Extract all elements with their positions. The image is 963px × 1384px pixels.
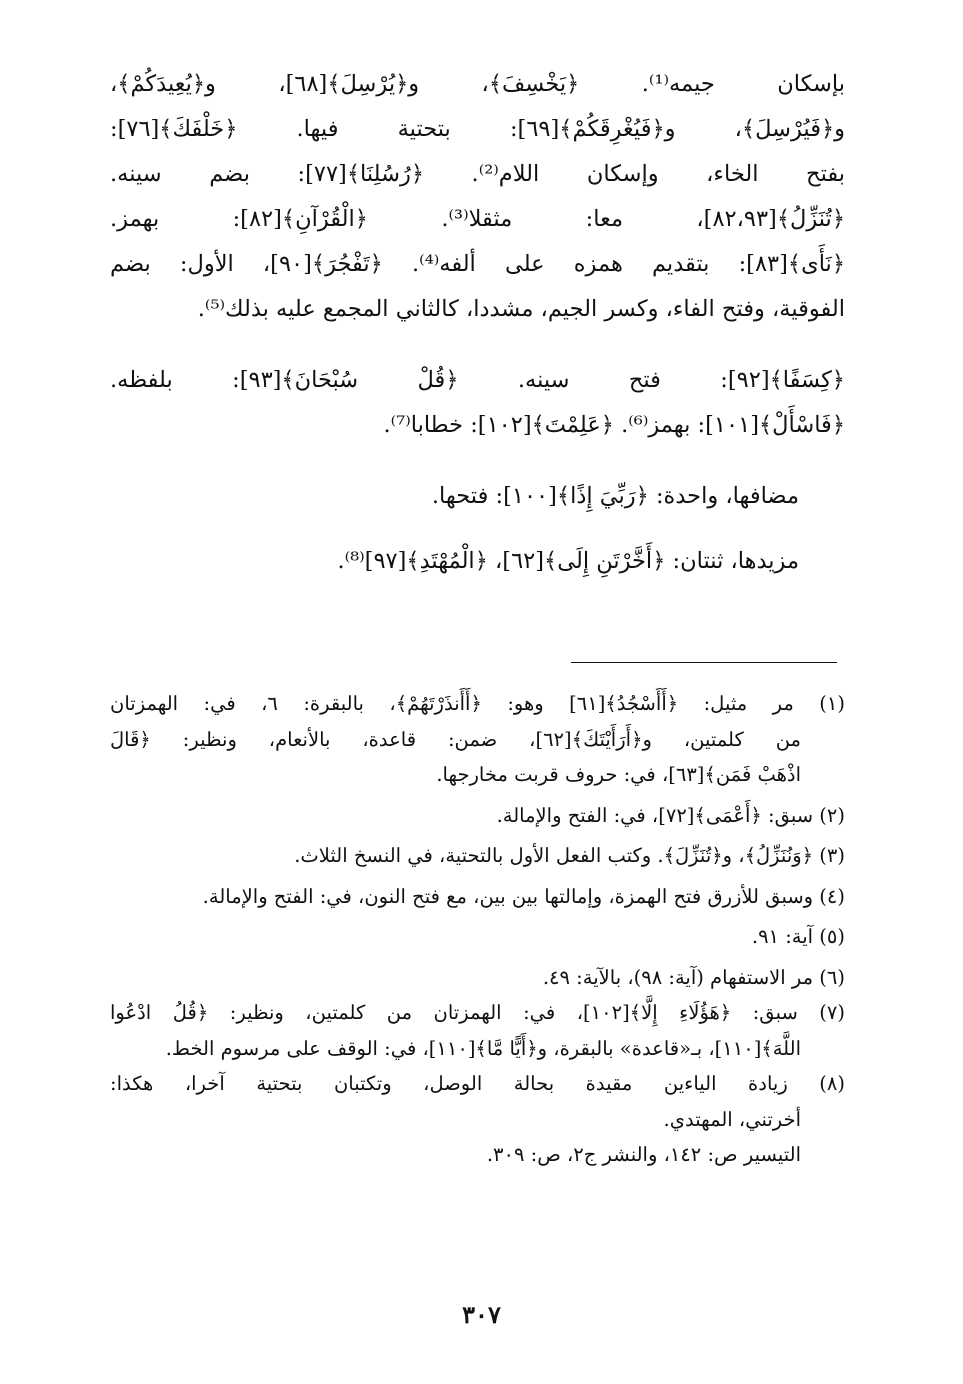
footnote-line: (٧) سبق: ﴿هَؤُلَاءِ إِلَّا﴾[١٠٢]، في: الهمزتان من كلمتين، ونظير: ﴿قُلُ ادْعُوا <box>110 1001 845 1024</box>
footnote-line: اللَّهَ﴾[١١٠]، بـ«قاعدة» بالبقرة، و﴿أَيًّا مَّا﴾[١١٠]، في: الوقف على مرسوم الخط. <box>165 1036 801 1060</box>
footnote-line: أخرتني، المهتدي. <box>663 1107 801 1131</box>
text-line: بفتح الخاء، وإسكان اللام⁽²⁾. ﴿رُسُلِنَا﴾[٧٧]: بضم سينه. <box>110 161 845 187</box>
footnotes <box>110 686 845 1173</box>
main-text <box>110 62 845 584</box>
text-line: مضافها، واحدة: ﴿رَبِّيَ إِذًا﴾[١٠٠]: فتحها. <box>431 483 799 509</box>
footnote-line: (٦) مر الاستفهام (آية: ٩٨)، بالآية: ٤٩. <box>542 965 845 989</box>
text-line: و﴿فَيُرْسِلَ﴾، و﴿فَيُغْرِقَكُمْ﴾[٦٩]: بتحتية فيها. ﴿خَلْفَكَ﴾[٧٦]: <box>110 116 845 142</box>
text-line: بإسكان جيمه⁽¹⁾. ﴿يَخْسِفَ﴾، و﴿يُرْسِلَ﴾[٦٨]، و﴿يُعِيدَكُمْ﴾، <box>110 71 845 97</box>
footnote-divider <box>571 662 837 663</box>
text-line: الفوقية، وفتح الفاء، وكسر الجيم، مشددا، كالثاني المجمع عليه بذلك⁽⁵⁾. <box>197 296 845 322</box>
text-line: ﴿فَاسْأَلْ﴾[١٠١]: بهمز⁽⁶⁾. ﴿عَلِمْتَ﴾[١٠٢]: خطابا⁽⁷⁾. <box>383 412 845 438</box>
page-number: ٣٠٧ <box>462 1300 501 1329</box>
footnote-line: من كلمتين، و﴿أَرَأَيْتَكَ﴾[٦٢]، ضمن: قاعدة، بالأنعام، ونظير: ﴿قَالَ <box>110 727 802 751</box>
footnote-line: (٣) ﴿وَنُنَزِّلُ﴾، و﴿تُنَزِّلَ﴾. وكتب الفعل الأول بالتحتية، في النسخ الثلاث. <box>294 844 845 867</box>
footnote-line: التيسير ص: ١٤٢، والنشر ج٢، ص: ٣٠٩. <box>486 1143 801 1166</box>
text-line: ﴿تُنَزِّلُ﴾[٨٢،٩٣]، معا: مثقلا⁽³⁾. ﴿الْقُرْآنِ﴾[٨٢]: بهمز. <box>110 206 846 232</box>
footnote-line: اذْهَبْ فَمَن﴾[٦٣]، في: حروف قربت مخارجها. <box>436 763 801 786</box>
footnote-line: (٤) وسبق للأزرق فتح الهمزة، وإمالتها بين بين، مع فتح النون، في: الفتح والإمالة. <box>202 884 845 908</box>
footnote-line: (٨) زيادة الياءين مقيدة بحالة الوصل، وتكتبان بتحتية آخرا، هكذا: <box>110 1072 845 1095</box>
footnote-line: (٢) سبق: ﴿أَعْمَى﴾[٧٢]، في: الفتح والإمالة. <box>496 803 845 827</box>
footnote-line: (١) مر مثيل: ﴿أَأَسْجُدُ﴾[٦١] وهو: ﴿أَأَنذَرْتَهُمْ﴾، بالبقرة: ٦، في: الهمزتان <box>110 692 845 715</box>
text-line: ﴿نَأَى﴾[٨٣]: بتقديم همزه على ألفه⁽⁴⁾. ﴿تَفْجُرَ﴾[٩٠]، الأول: بضم <box>110 251 845 277</box>
footnote-line: (٥) آية: ٩١. <box>751 925 845 948</box>
text-line: مزيدها، ثنتان: ﴿أَخَّرْتَنِ إِلَى﴾[٦٢]، ﴿الْمُهْتَدِ﴾[٩٧]⁽⁸⁾. <box>337 548 799 574</box>
text-line: ﴿كِسَفًا﴾[٩٢]: فتح سينه. ﴿قُلْ سُبْحَانَ﴾[٩٣]: بلفظه. <box>110 367 845 393</box>
